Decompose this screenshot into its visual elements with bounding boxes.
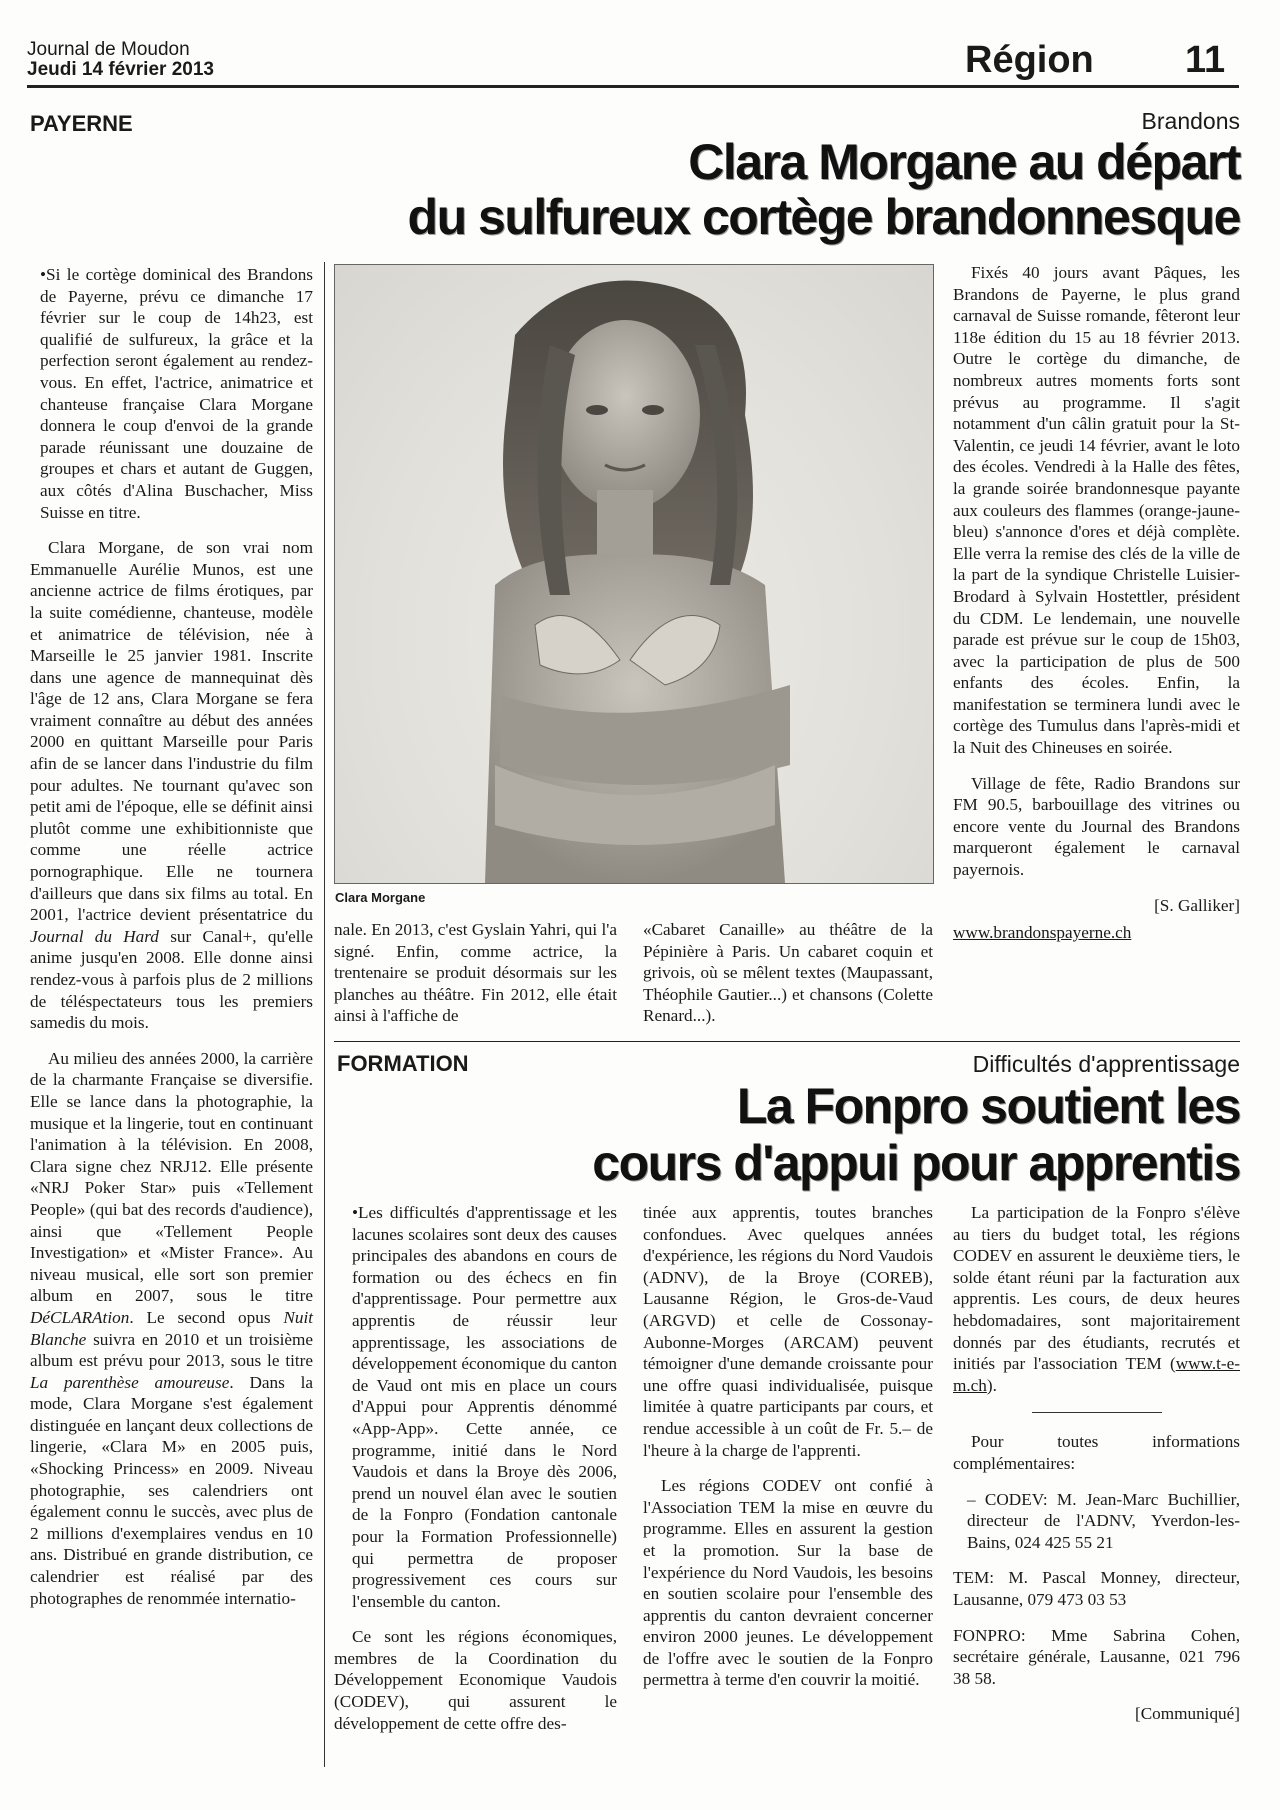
contact-fonpro: FONPRO: Mme Sabrina Cohen, secrétaire générale, Lausanne, 021 796 38 58.	[953, 1625, 1240, 1688]
article1-col3-text: «Cabaret Canaille» au théâtre de la Pépinière à Paris. Un cabaret coquin et grivois, où se mêlent textes (Maupassant, Théophile Gautier...) et chansons (Colette Renard...).	[643, 920, 933, 1026]
article2-col3-para1: La participation de la Fonpro s'élève au tiers du budget total, les régions CODEV en assurent le deuxième tiers, le solde étant réuni par la facturation aux apprentis. Les cours, de deux heures hebdomadaires, sont majoritairement donnés par des étudiants, recrutés et initiés par l'association TEM (www.t-e-m.ch).	[953, 1203, 1240, 1395]
article2-headline-line2: cours d'appui pour apprentis	[592, 1135, 1240, 1191]
portrait-image	[335, 265, 933, 883]
contact-codev: – CODEV: M. Jean-Marc Buchillier, directeur de l'ADNV, Yverdon-les-Bains, 024 425 55 21	[967, 1489, 1240, 1552]
section-tag-payerne: PAYERNE	[30, 111, 133, 136]
contact-tem: TEM: M. Pascal Monney, directeur, Lausanne, 079 473 03 53	[953, 1568, 1240, 1609]
info-intro: Pour toutes informations complémentaires:	[953, 1432, 1240, 1473]
article1-column-3	[643, 919, 933, 1041]
masthead-rule	[27, 85, 1239, 88]
article1-col1-para2: Clara Morgane, de son vrai nom Emmanuelle Aurélie Munos, est une ancienne actrice de films érotiques, par la suite comédienne, chanteuse, modèle et animatrice de télévision, née à Marseille le 25 janvier 1981. Inscrite dans une agence de mannequinat dès l'âge de 12 ans, Clara Morgane se fera vraiment connaître au début des années 2000 en quittant Marseille pour Paris afin de se lancer dans l'industrie du film pour adultes. Ne tournant qu'avec son petit ami de l'époque, elle se définit ainsi plutôt comme une exhibitionniste que comme une réelle actrice pornographique. Elle ne tournera d'ailleurs que dans six films au total. En 2001, l'actrice devient présentatrice du Journal du Hard sur Canal+, qu'elle anime jusqu'en 2008. Elle donne ainsi rendez-vous à parfois plus de 2 millions de téléspectateurs tous les premiers samedis du mois.	[30, 538, 313, 1033]
section-title: Région	[965, 39, 1094, 81]
article2-kicker: Difficultés d'apprentissage	[972, 1051, 1240, 1077]
article2-col2-para2: Les régions CODEV ont confié à l'Association TEM la mise en œuvre du programme. Elles en assurent la gestion et la promotion. Sur la base de l'expérience du Nord Vaudois, les besoins en soutien scolaire pour l'ensemble des apprentis du canton devraient concerner environ 2000 jeunes. Le développement de l'offre avec le soutien de la Fonpro permettra à terme d'en couvrir la moitié.	[643, 1476, 933, 1690]
article1-headline-line2: du sulfureux cortège brandonnesque	[407, 189, 1240, 245]
page-number: 11	[1185, 39, 1226, 81]
section-tag-formation: FORMATION	[337, 1051, 469, 1076]
article1-column-1	[30, 264, 313, 1623]
article2-column-2	[643, 1202, 933, 1705]
article2-col1-para2: Ce sont les régions économiques, membres de la Coordination du Développement Economique Vaudois (CODEV), qui assurent le développement de cette offre des-	[334, 1627, 617, 1733]
column-divider	[324, 262, 325, 1767]
clara-morgane-photo	[334, 264, 934, 884]
article1-link	[953, 922, 1240, 944]
photo-caption: Clara Morgane	[335, 890, 426, 905]
article1-column-4	[953, 262, 1240, 944]
article2-column-1	[334, 1202, 617, 1748]
article1-kicker: Brandons	[1141, 108, 1240, 134]
info-divider	[1032, 1412, 1162, 1413]
article1-signature: [S. Galliker]	[1154, 895, 1240, 915]
article1-col2-text: nale. En 2013, c'est Gyslain Yahri, qui l'a signé. Enfin, comme actrice, la trentenaire se produit désormais sur les planches au théâtre. Fin 2012, elle était ainsi à l'affiche de	[334, 920, 617, 1026]
article1-column-2	[334, 919, 617, 1041]
article1-headline-line1: Clara Morgane au départ	[688, 134, 1240, 190]
article2-column-3	[953, 1202, 1240, 1739]
brandons-website-link[interactable]: www.brandonspayerne.ch	[953, 923, 1132, 943]
article1-col1-para1: • Si le cortège dominical des Brandons de Payerne, prévu ce dimanche 17 février sur le coup de 14h23, est qualifié de sulfureux, la grâce et la perfection seront également au rendez-vous. En effet, l'actrice, animatrice et chanteuse française Clara Morgane donnera le coup d'envoi de la grande parade réunissant une douzaine de groupes et chars et autant de Guggen, aux côtés d'Alina Buschacher, Miss Suisse en titre.	[30, 264, 313, 523]
article2-col2-para1: tinée aux apprentis, toutes branches confondues. Avec quelques années d'expérience, les régions du Nord Vaudois (ADNV), de la Broye (COREB), Lausanne Région, le Gros-de-Vaud (ARGVD) et celle de Cossonay-Aubonne-Morges (ARCAM) peuvent témoigner d'une demande croissante pour une offre quasi individualisée, puisque limitée à quatre participants par cours, et rendue accessible à un coût de Fr. 5.– de l'heure à la charge de l'apprenti.	[643, 1203, 933, 1460]
article2-headline-line1: La Fonpro soutient les	[736, 1078, 1240, 1134]
article1-col1-para3: Au milieu des années 2000, la carrière de la charmante Française se diversifie. Elle se lance dans la photographie, la musique et la lingerie, tout en continuant l'animation à la télévision. En 2008, Clara signe chez NRJ12. Elle présente «NRJ Poker Star» puis «Tellement People» (qui bat des records d'audience), ainsi que «Tellement People Investigation» et «Mister France». Au niveau musical, elle sort son premier album en 2007, sous le titre DéCLARAtion. Le second opus Nuit Blanche suivra en 2010 et un troisième album est prévu pour 2013, sous le titre La parenthèse amoureuse. Dans la mode, Clara Morgane s'est également distinguée en lançant deux collections de lingerie, «Clara M» en 2005 puis, «Shocking Princess» en 2009. Niveau photographie, ses calendriers ont également connu le succès, avec plus de 2 millions d'exemplaires vendus en 10 ans. Distribué en grande distribution, ce calendrier est réalisé par des photographes de renommée internatio-	[30, 1048, 313, 1608]
article1-col4-para2: Village de fête, Radio Brandons sur FM 90.5, barbouillage des vitrines ou encore vente du Journal des Brandons marqueront également le carnaval payernois.	[953, 773, 1240, 880]
article2-signature: [Communiqué]	[1134, 1704, 1240, 1724]
article1-col4-para1: Fixés 40 jours avant Pâques, les Brandons de Payerne, le plus grand carnaval de Suisse romande, fêteront leur 118e édition du 15 au 18 février 2013. Outre le cortège du dimanche, de nombreux autres moments forts sont prévus au programme. Il s'agit notamment d'un câlin gratuit pour la St-Valentin, ce jeudi 14 février, avant le loto des écoles. Vendredi à la Halle des fêtes, la grande soirée brandonnesque payante aux couleurs des flammes (orange-jaune-bleu) s'annonce d'ores et déjà complète. Elle verra la remise des clés de la ville de la part de la syndique Christelle Luisier-Brodard à Sylvain Hostettler, président du CDM. Le lendemain, une nouvelle parade est prévue sur le coup de 15h03, avec la participation de plus de 500 enfants des écoles. Enfin, la manifestation se terminera lundi avec le cortège des Tumulus dans l'après-midi et la Nuit des Chineuses en soirée.	[953, 263, 1240, 758]
article2-col1-para1: • Les difficultés d'apprentissage et les lacunes scolaires sont deux des causes principales des abandons en cours de formation ou des échecs en fin d'apprentissage. Pour permettre aux apprentis de réussir leur apprentissage, les associations de développement économique du canton de Vaud ont mis en place un cours d'Appui pour Apprentis dénommé «App-App». Cette année, ce programme, initié dans le Nord Vaudois et dans la Broye dès 2006, prend un nouvel élan avec le soutien de la Fonpro (Fondation cantonale pour la Formation Professionnelle) qui permettra de proposer progressivement ces cours sur l'ensemble du canton.	[334, 1202, 617, 1612]
article2-top-rule	[334, 1041, 1240, 1042]
paper-name: Journal de Moudon	[27, 39, 190, 60]
issue-date: Jeudi 14 février 2013	[27, 59, 214, 80]
tem-website-link[interactable]: www.t-e-m.ch	[953, 1354, 1240, 1395]
